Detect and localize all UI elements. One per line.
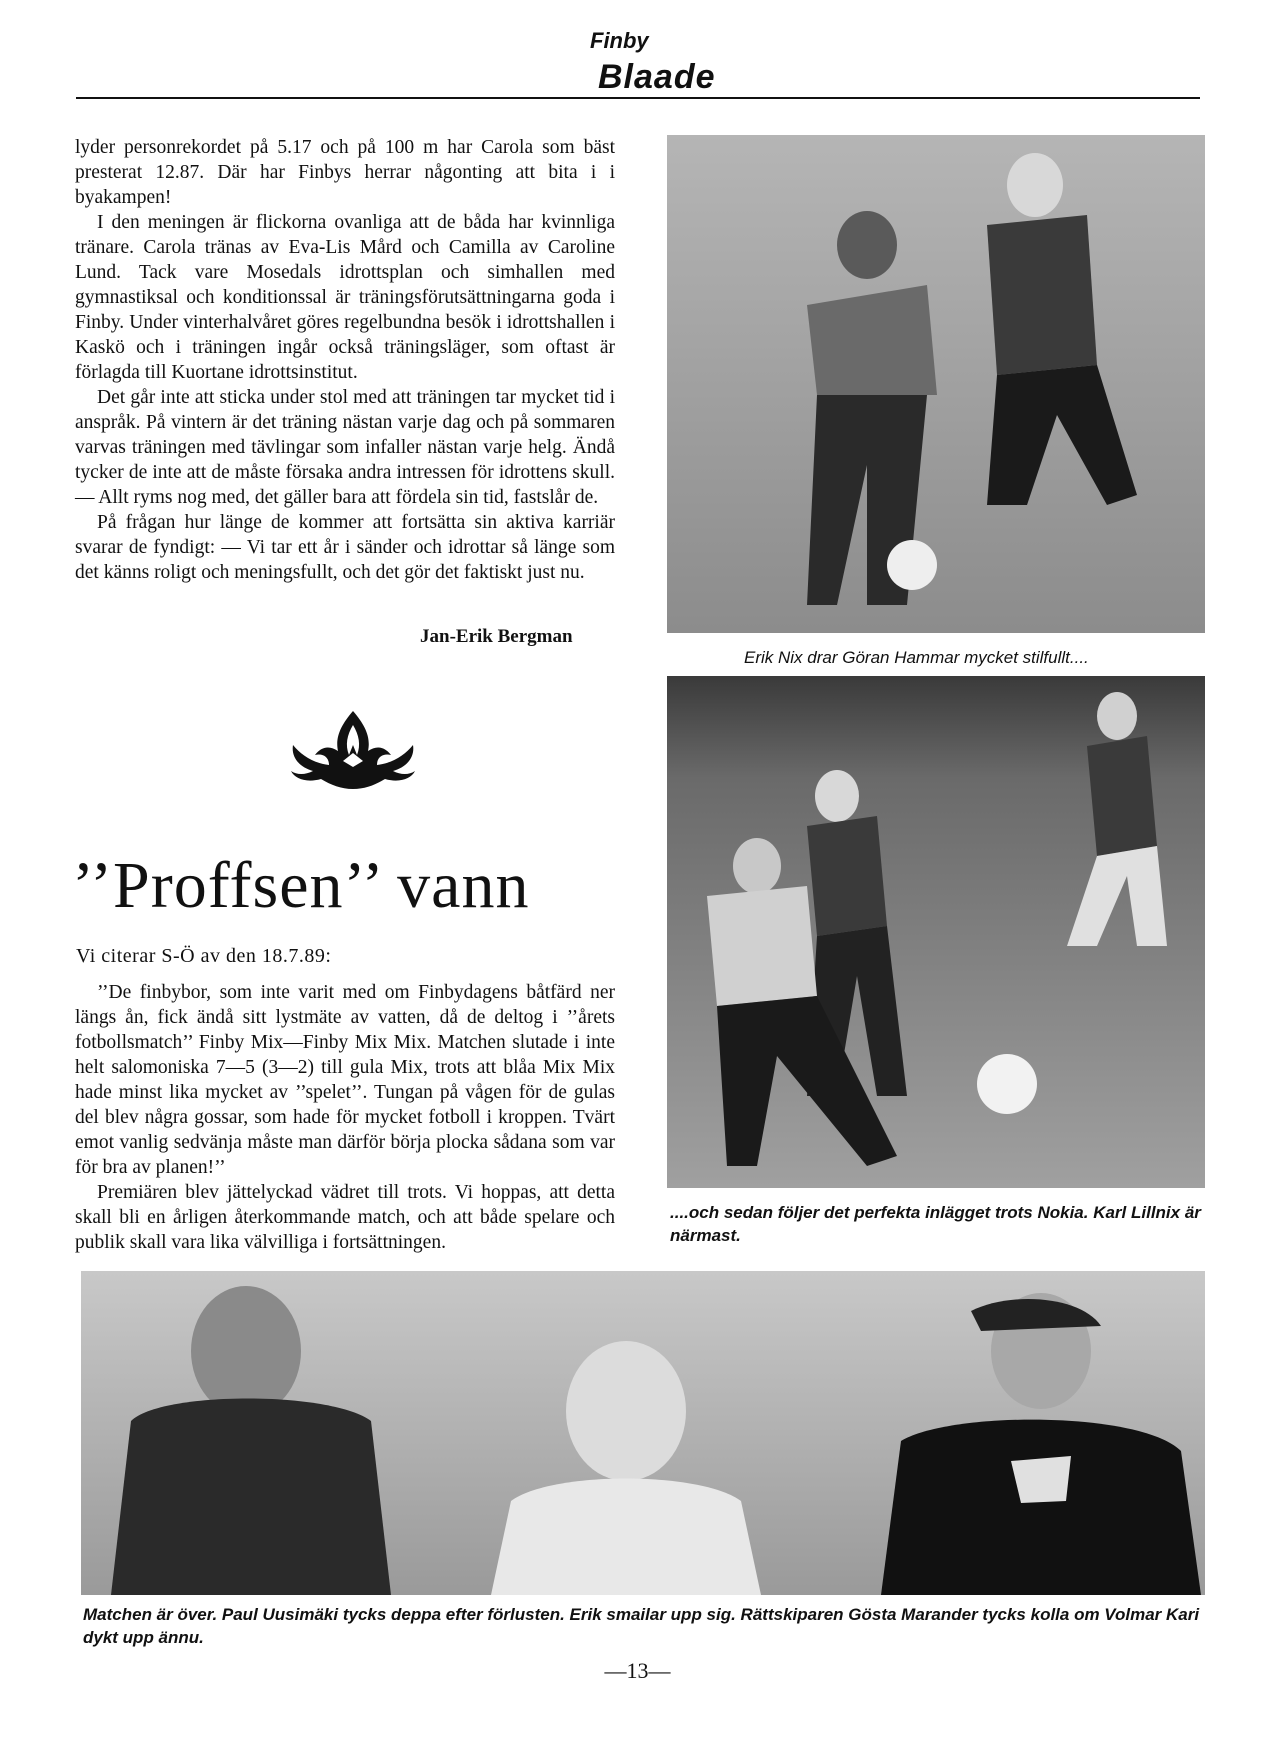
page-number: —13—	[604, 1658, 671, 1683]
photo-football-cross	[667, 676, 1205, 1188]
masthead-title: Blaade	[598, 58, 716, 96]
paragraph: I den meningen är flickorna ovanliga att de båda har kvinnliga tränare. Carola tränas av Eva-Lis Mård och Camilla av Caroline Lund. Tack vare Mosedals idrottsplan och simhallen med gymnastiksal och konditionssal är träningsförutsättningarna goda i Finby. Under vinterhalvåret göres regelbundna besök i idrottshallen i Kaskö och i träningen ingår också träningsläger, som oftast är förlagda till Kuortane idrottsinstitut.	[75, 212, 615, 383]
photo3-caption: Matchen är över. Paul Uusimäki tycks deppa efter förlusten. Erik smailar upp sig. Rättskiparen Gösta Marander tycks kolla om Volmar Kari dykt upp ännu.	[83, 1605, 1200, 1647]
article-body-1	[75, 135, 615, 585]
photo-players-after-match	[81, 1271, 1205, 1595]
header-rule	[76, 97, 1200, 99]
article-body-2	[75, 980, 615, 1255]
photo1-caption: Erik Nix drar Göran Hammar mycket stilfullt....	[744, 648, 1089, 667]
paragraph: lyder personrekordet på 5.17 och på 100 m har Carola som bäst presterat 12.87. Där har Finbys herrar någonting att bita i i byakampen!	[75, 137, 615, 208]
photo2-caption: ....och sedan följer det perfekta inlägget trots Nokia. Karl Lillnix är närmast.	[670, 1203, 1201, 1245]
ornament-icon	[283, 705, 423, 791]
masthead-top: Finby	[590, 28, 649, 53]
headline: ’’Proffsen’’ vann	[72, 849, 530, 922]
paragraph: Premiären blev jättelyckad vädret till trots. Vi hoppas, att detta skall bli en årligen återkommande match, och att både spelare och publik skall vara lika välvilliga i fortsättningen.	[75, 1182, 615, 1253]
paragraph: ’’De finbybor, som inte varit med om Finbydagens båtfärd ner längs ån, fick ändå sitt lystmäte av vatten, då de deltog i ’’årets fotbollsmatch’’ Finby Mix—Finby Mix Mix. Matchen slutade i inte helt salomoniska 7—5 (3—2) till gula Mix, trots att blåa Mix Mix hade minst lika mycket av ’’spelet’’. Tungan på vågen för de gulas del blev några gossar, som hade för mycket fotboll i kroppen. Tvärt emot vanlig sedvänja måste man därför börja plocka sådana som var för bra av planen!’’	[75, 982, 615, 1178]
byline: Jan-Erik Bergman	[420, 626, 573, 647]
photo-football-dribble	[667, 135, 1205, 633]
paragraph: På frågan hur länge de kommer att fortsätta sin aktiva karriär svarar de fyndigt: — Vi tar ett år i sänder och idrottar så länge som det känns roligt och meningsfullt, och det gör det faktiskt just nu.	[75, 512, 615, 583]
article-intro: Vi citerar S-Ö av den 18.7.89:	[76, 945, 332, 967]
paragraph: Det går inte att sticka under stol med att träningen tar mycket tid i anspråk. På vintern är det träning nästan varje dag och på sommaren varvas träningen med tävlingar som infaller nästan varje helg. Ändå tycker de inte att de måste försaka andra intressen för idrottens skull. — Allt ryms nog med, det gäller bara att fördela sin tid, fastslår de.	[75, 387, 615, 508]
